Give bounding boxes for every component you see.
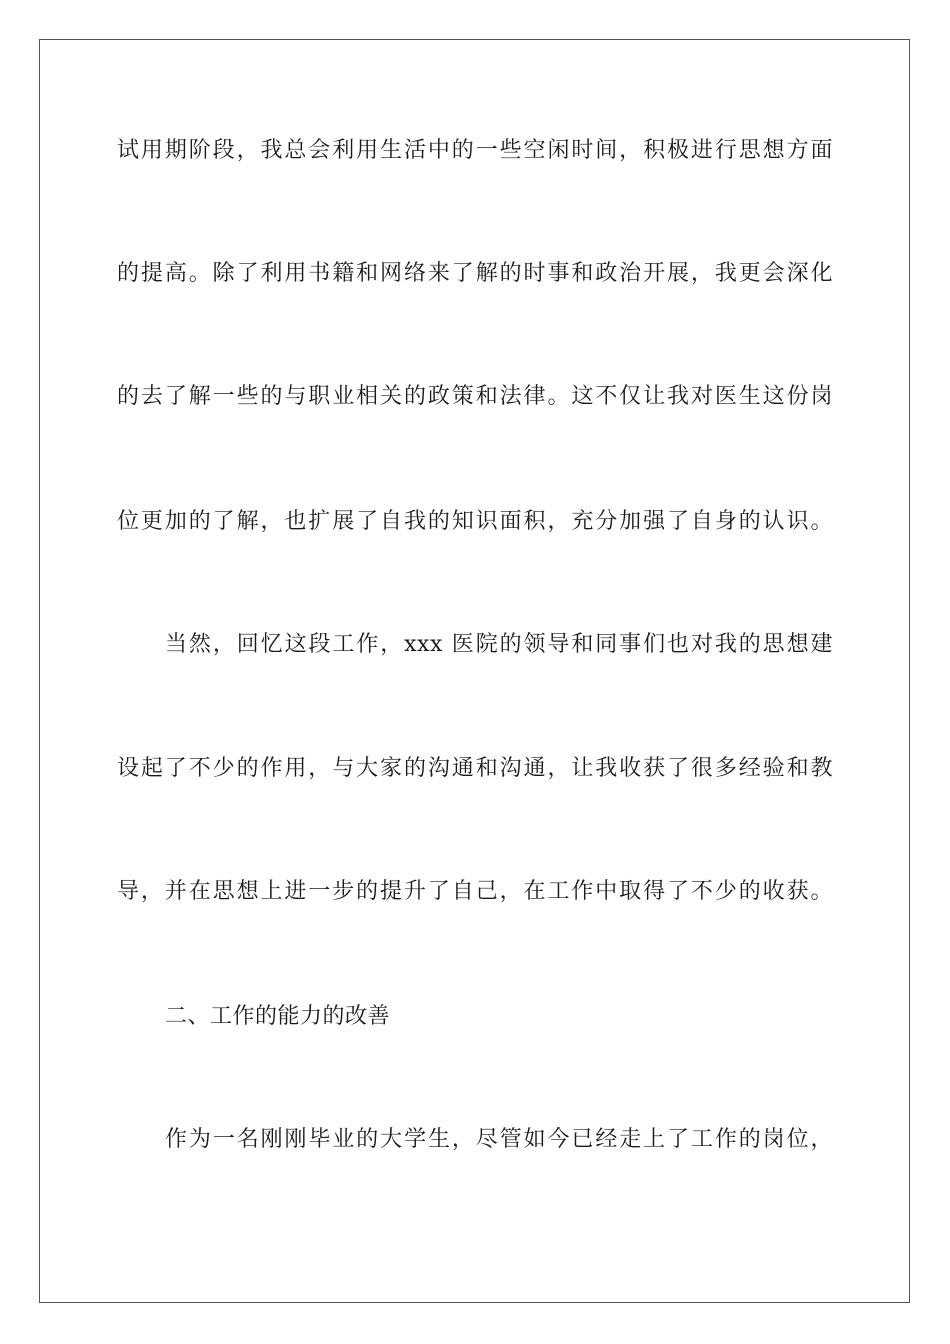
paragraph-line: 当然，回忆这段工作，xxx 医院的领导和同事们也对我的思想建 xyxy=(165,632,833,657)
paragraph-line: 作为一名刚刚毕业的大学生，尽管如今已经走上了工作的岗位， xyxy=(165,1127,833,1152)
section-heading: 二、工作的能力的改善 xyxy=(165,1004,391,1029)
paragraph-line: 位更加的了解，也扩展了自我的知识面积，充分加强了自身的认识。 xyxy=(117,509,833,534)
paragraph-line: 导，并在思想上进一步的提升了自己，在工作中取得了不少的收获。 xyxy=(117,879,833,904)
page-frame xyxy=(39,39,910,1303)
paragraph-line: 的提高。除了利用书籍和网络来了解的时事和政治开展，我更会深化 xyxy=(117,261,833,286)
paragraph-line: 的去了解一些的与职业相关的政策和法律。这不仅让我对医生这份岗 xyxy=(117,384,833,409)
paragraph-line: 试用期阶段，我总会利用生活中的一些空闲时间，积极进行思想方面 xyxy=(117,138,833,163)
paragraph-line: 设起了不少的作用，与大家的沟通和沟通，让我收获了很多经验和教 xyxy=(117,756,833,781)
